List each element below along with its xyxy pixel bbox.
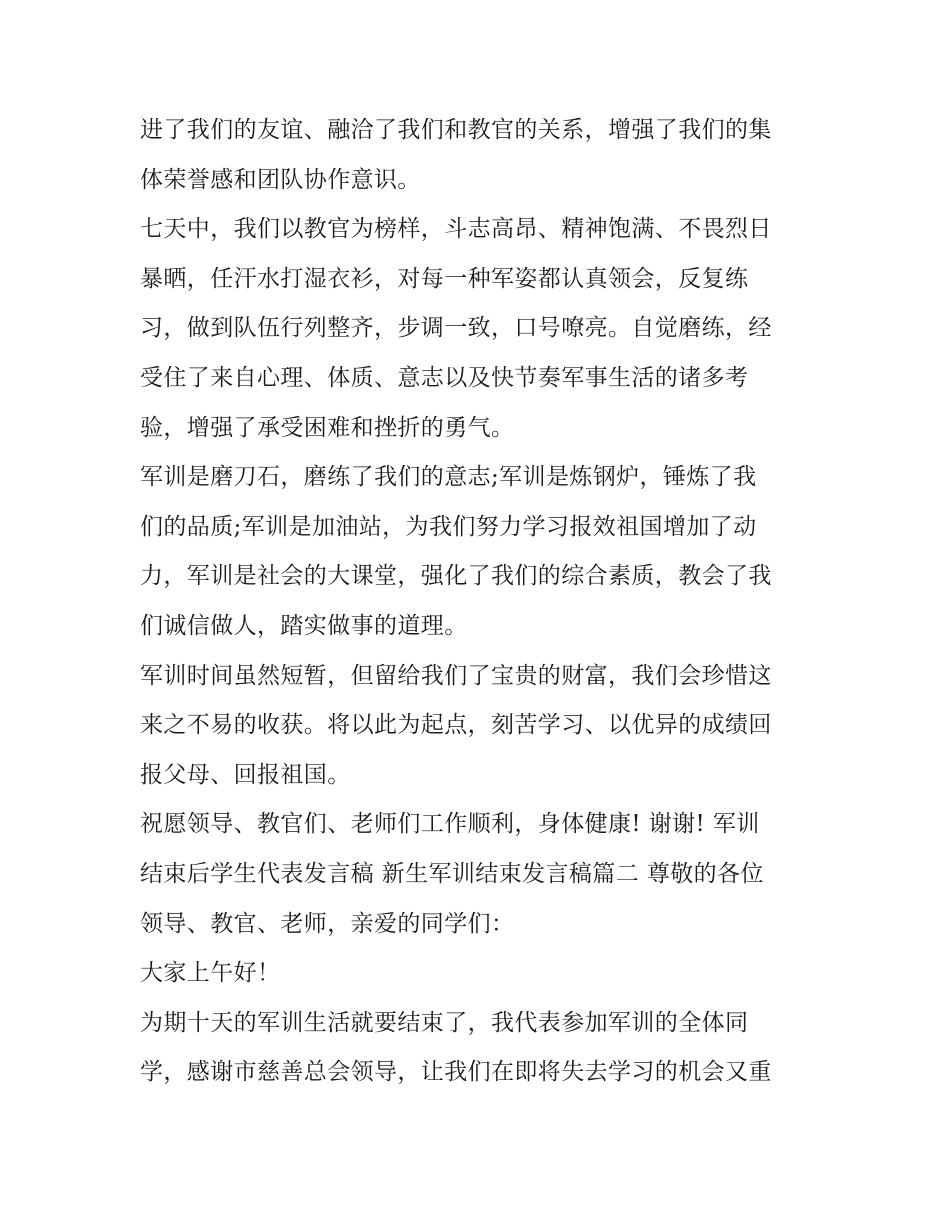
text-line: 体荣誉感和团队协作意识。: [140, 166, 421, 193]
text-line: 验，增强了承受困难和挫折的勇气。: [140, 414, 515, 441]
text-line: 祝愿领导、教官们、老师们工作顺利，身体健康! 谢谢! 军训: [140, 811, 760, 838]
text-line: 大家上午好！: [140, 960, 281, 987]
text-line: 军训是磨刀石，磨练了我们的意志;军训是炼钢炉，锤炼了我: [140, 464, 757, 491]
text-line: 领导、教官、老师，亲爱的同学们：: [140, 910, 515, 937]
text-line: 进了我们的友谊、融洽了我们和教官的关系，增强了我们的集: [140, 117, 772, 143]
text-line: 来之不易的收获。将以此为起点，刻苦学习、以优异的成绩回: [140, 712, 772, 739]
text-line: 结束后学生代表发言稿 新生军训结束发言稿篇二 尊敬的各位: [140, 860, 764, 887]
text-line: 为期十天的军训生活就要结束了，我代表参加军训的全体同: [140, 1009, 749, 1036]
document-body: [140, 106, 820, 1098]
text-line: 报父母、回报祖国。: [140, 761, 351, 788]
text-line: 习，做到队伍行列整齐，步调一致，口号嘹亮。自觉磨练，经: [140, 315, 772, 342]
text-line: 们的品质;军训是加油站，为我们努力学习报效祖国增加了动: [140, 513, 757, 540]
text-line: 暴晒，任汗水打湿衣衫，对每一种军姿都认真领会，反复练: [140, 265, 749, 292]
text-line: 们诚信做人，踏实做事的道理。: [140, 612, 468, 639]
text-line: 受住了来自心理、体质、意志以及快节奏军事生活的诸多考: [140, 364, 749, 391]
text-line: 力，军训是社会的大课堂，强化了我们的综合素质，教会了我: [140, 563, 772, 590]
text-line: 学，感谢市慈善总会领导，让我们在即将失去学习的机会又重: [140, 1059, 772, 1086]
text-line: 七天中，我们以教官为榜样，斗志高昂、精神饱满、不畏烈日: [140, 216, 772, 243]
text-line: 军训时间虽然短暂，但留给我们了宝贵的财富，我们会珍惜这: [140, 662, 772, 689]
